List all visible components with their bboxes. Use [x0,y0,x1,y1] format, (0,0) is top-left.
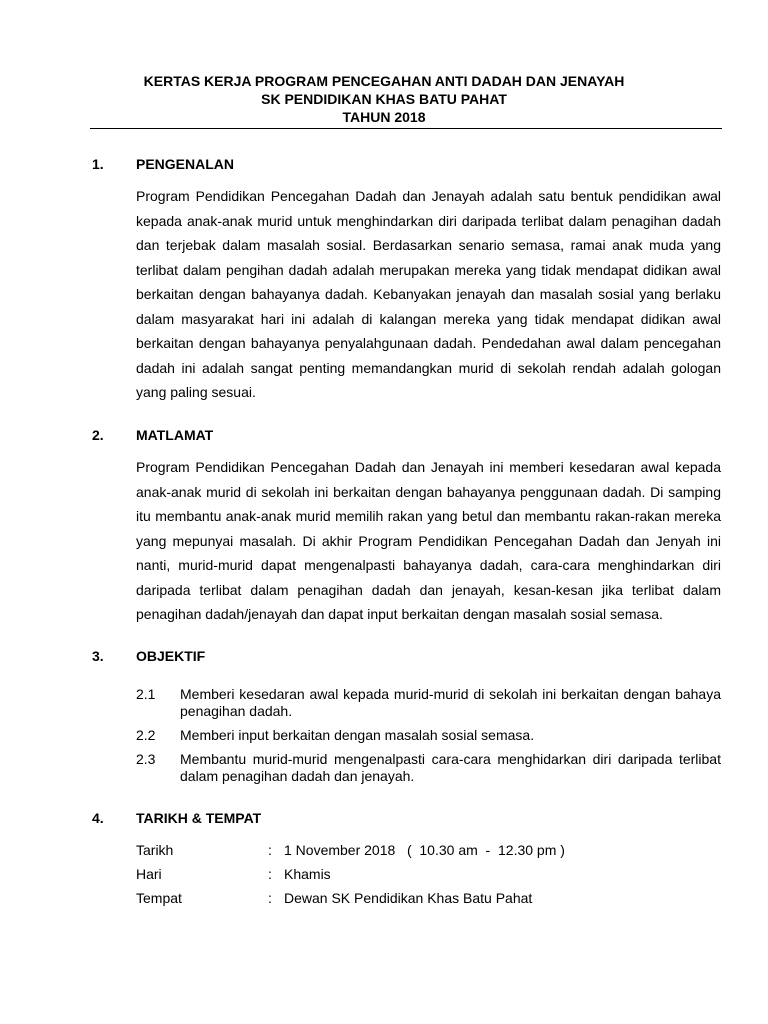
section-4-heading: TARIKH & TEMPAT [136,810,262,826]
section-3-number: 3. [92,648,104,664]
objective-item-text: Memberi input berkaitan dengan masalah sosial semasa. [180,727,535,743]
document-title [90,72,678,126]
section-1-number: 1. [92,156,104,172]
info-colon: : [268,866,272,882]
objective-item-text: Membantu murid-murid mengenalpasti cara-cara menghidarkan diri daripada terlibat dalam penagihan dadah dan jenayah. [180,751,721,784]
title-line-3: TAHUN 2018 [342,109,426,125]
info-label-date: Tarikh [136,842,174,858]
info-label-day: Hari [136,866,162,882]
objective-item-number: 2.2 [136,727,156,743]
objective-item-number: 2.3 [136,751,156,767]
title-line-1: KERTAS KERJA PROGRAM PENCEGAHAN ANTI DADAH DAN JENAYAH [143,73,625,89]
objective-item-number: 2.1 [136,686,156,702]
section-2-heading: MATLAMAT [136,427,214,443]
info-colon: : [268,890,272,906]
info-colon: : [268,842,272,858]
section-1-paragraph: Program Pendidikan Pencegahan Dadah dan Jenayah adalah satu bentuk pendidikan awal kepada anak-anak murid untuk menghindarkan diri daripada terlibat dalam penagihan dadah dan terjebak dalam masalah sosial. Berdasarkan senario semasa, ramai anak muda yang terlibat dalam pengihan dadah adalah merupakan mereka yang tidak mendapat didikan awal berkaitan dengan bahayanya dadah. Kebanyakan jenayah dan masalah sosial yang berlaku dalam masyarakat hari ini adalah di kalangan mereka yang tidak mendapat didikan awal berkaitan dengan bahayanya penyalahgunaan dadah. Pendedahan awal dalam pencegahan dadah ini adalah sangat penting memandangkan murid di sekolah rendah adalah gologan yang paling sesuai. [136,188,721,400]
info-value-venue: Dewan SK Pendidikan Khas Batu Pahat [284,890,533,906]
header-divider [90,128,722,129]
section-2-paragraph: Program Pendidikan Pencegahan Dadah dan Jenayah ini memberi kesedaran awal kepada anak-anak murid di sekolah ini berkaitan dengan bahayanya penggunaan dadah. Di samping itu membantu anak-anak murid memilih rakan yang betul dan membantu rakan-rakan mereka yang mepunyai masalah. Di akhir Program Pendidikan Pencegahan Dadah dan Jenyah ini nanti, murid-murid dapat mengenalpasti bahayanya dadah, cara-cara menghindarkan diri daripada terlibat dalam penagihan dadah dan jenayah, kesan-kesan jika terlibat dalam penagihan dadah/jenayah dan dapat input berkaitan dengan masalah sosial semasa. [136,459,721,622]
section-4-number: 4. [92,810,104,826]
section-3-heading: OBJEKTIF [136,648,206,664]
info-value-date: 1 November 2018 ( 10.30 am - 12.30 pm ) [284,842,565,858]
info-value-day: Khamis [284,866,331,882]
info-label-venue: Tempat [136,890,182,906]
section-2-number: 2. [92,427,104,443]
section-1-heading: PENGENALAN [136,156,235,172]
objective-item-text: Memberi kesedaran awal kepada murid-murid di sekolah ini berkaitan dengan bahaya penagihan dadah. [180,686,721,719]
title-line-2: SK PENDIDIKAN KHAS BATU PAHAT [261,91,507,107]
